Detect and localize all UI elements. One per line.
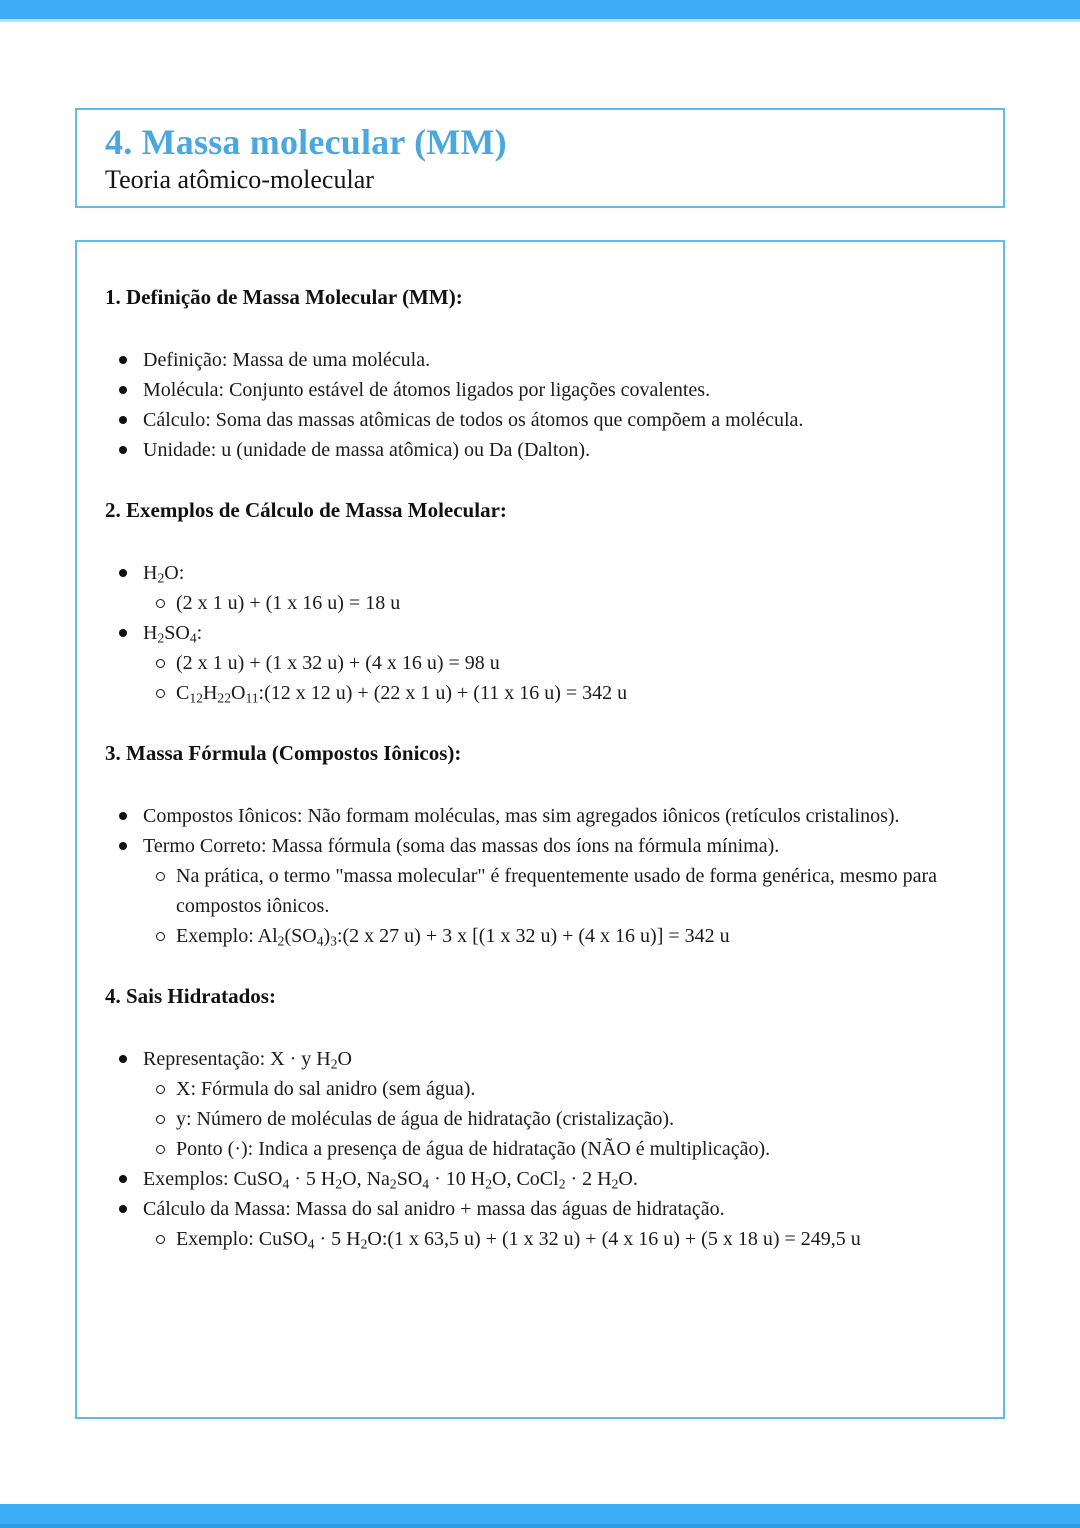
sub-list-item [143, 921, 977, 951]
header-box [75, 108, 1005, 208]
sub-list [143, 1074, 977, 1164]
list-item [105, 1044, 977, 1164]
sub-list [143, 648, 977, 708]
content-box [75, 240, 1005, 1419]
sub-list [143, 588, 977, 618]
item-text: Ponto (·): Indica a presença de água de hidratação (NÃO é multiplicação). [176, 1138, 771, 1160]
item-text: Molécula: Conjunto estável de átomos ligados por ligações covalentes. [143, 379, 711, 401]
item-text: Representação: X · y $H_2O$ [143, 1048, 352, 1072]
sub-list [143, 861, 977, 951]
item-text: (2 x 1 u) + (1 x 32 u) + (4 x 16 u) = 98 u [176, 652, 500, 674]
bullet-list [105, 1044, 977, 1254]
section-heading: 3. Massa Fórmula (Compostos Iônicos): [105, 741, 462, 765]
section-heading: 2. Exemplos de Cálculo de Massa Molecular: [105, 498, 507, 522]
list-item [105, 1194, 977, 1254]
list-item [105, 375, 977, 405]
bottom-accent-bar [0, 1504, 1080, 1528]
list-item [105, 405, 977, 435]
item-text: Na prática, o termo "massa molecular" é frequentemente usado de forma genérica, mesmo para compostos iônicos. [176, 865, 937, 917]
sub-list-item [143, 1074, 977, 1104]
list-item [105, 801, 977, 831]
sub-list-item [143, 1134, 977, 1164]
sub-list [143, 1224, 977, 1254]
list-item [105, 345, 977, 375]
item-text: Compostos Iônicos: Não formam moléculas, mas sim agregados iônicos (retículos cristalinos). [143, 805, 900, 827]
page-title: 4. Massa molecular (MM) [105, 122, 507, 162]
list-item [105, 435, 977, 465]
item-text: (2 x 1 u) + (1 x 16 u) = 18 u [176, 592, 401, 614]
bullet-list [105, 801, 977, 951]
sub-list-item [143, 1224, 977, 1254]
sub-list-item [143, 648, 977, 678]
bullet-list [105, 345, 977, 465]
item-text: $H_2O$: [143, 562, 185, 586]
sub-list-item [143, 861, 977, 921]
bullet-list [105, 558, 977, 708]
item-text: Cálculo: Soma das massas atômicas de todos os átomos que compõem a molécula. [143, 409, 804, 431]
item-text: Definição: Massa de uma molécula. [143, 349, 431, 371]
section-heading: 4. Sais Hidratados: [105, 984, 276, 1008]
section-exemplos-calculo [105, 495, 977, 708]
sub-list-item [143, 588, 977, 618]
item-text: Exemplo: $Al_2(SO_4)_3:(2$ x 27 u) + 3 x [(1 x 32 u) + (4 x 16 u)] = 342 u [176, 925, 730, 949]
section-sais-hidratados [105, 981, 977, 1254]
item-text: $H_2SO_4$: [143, 622, 203, 646]
item-text: Exemplos: CuSO$_4$ · 5 $H_2O$, $Na_2SO_4 \cdot 10$ $H_2O$, CoCl$_2$ · 2 $H_2O$. [143, 1168, 638, 1192]
item-text: $C_{12}H_{22}O_{11}:(12$ x 12 u) + (22 x 1 u) + (11 x 16 u) = 342 u [176, 682, 628, 706]
item-text: y: Número de moléculas de água de hidratação (cristalização). [176, 1108, 675, 1130]
top-accent-bar [0, 0, 1080, 22]
sub-list-item [143, 678, 977, 708]
section-definicao [105, 282, 977, 465]
item-text: Exemplo: CuSO$_4$ · 5 $H_2O:(1$ x 63,5 u) + (1 x 32 u) + (4 x 16 u) + (5 x 18 u) = 249,5 u [176, 1228, 861, 1252]
item-text: Cálculo da Massa: Massa do sal anidro + massa das águas de hidratação. [143, 1198, 725, 1220]
list-item [105, 1164, 977, 1194]
section-massa-formula [105, 738, 977, 951]
item-text: X: Fórmula do sal anidro (sem água). [176, 1078, 476, 1100]
item-text: Termo Correto: Massa fórmula (soma das massas dos íons na fórmula mínima). [143, 835, 780, 857]
section-heading: 1. Definição de Massa Molecular (MM): [105, 285, 463, 309]
page-subtitle: Teoria atômico-molecular [105, 165, 374, 194]
item-text: Unidade: u (unidade de massa atômica) ou Da (Dalton). [143, 439, 591, 461]
list-item [105, 831, 977, 951]
list-item [105, 618, 977, 708]
list-item [105, 558, 977, 618]
sub-list-item [143, 1104, 977, 1134]
